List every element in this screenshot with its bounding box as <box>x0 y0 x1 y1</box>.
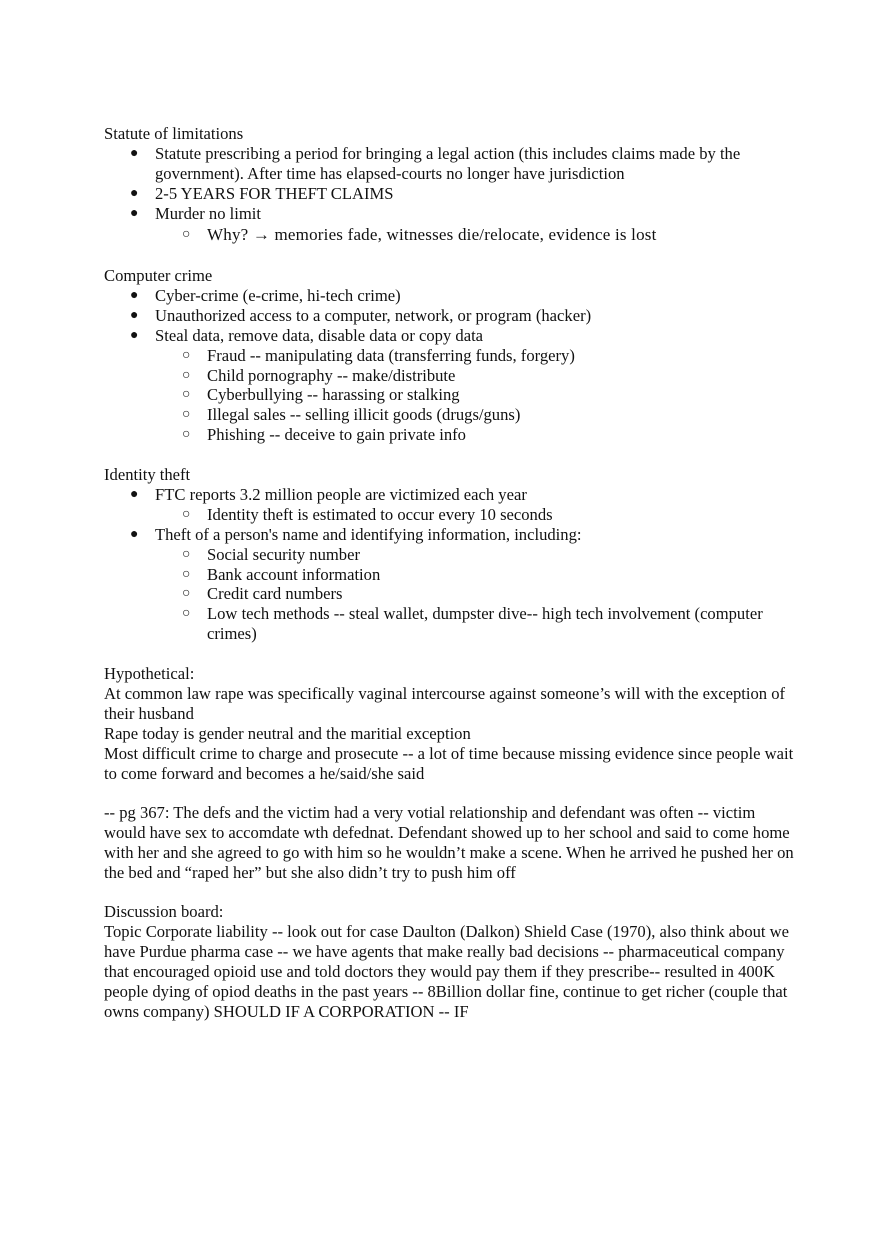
list-item: ● 2-5 YEARS FOR THEFT CLAIMS <box>130 183 394 203</box>
sub-list-item: ○ Child pornography -- make/distribute <box>182 365 456 385</box>
discussion-paragraph: Topic Corporate liability -- look out for case Daulton (Dalkon) Shield Case (1970), also think about we have Purdue pharma case -- we have agents that make really bad decisions -- pharmaceutical company that encouraged opioid use and told doctors they would pay them if they prescribe-- resulted in 400K people dying of opiod deaths in the past years -- 8Billion dollar fine, continue to get richer (couple that owns company) SHOULD IF A CORPORATION -- IF <box>104 921 790 1021</box>
sub-list-item: ○ Fraud -- manipulating data (transferring funds, forgery) <box>182 345 575 365</box>
list-item: ● Cyber-crime (e-crime, hi-tech crime) <box>130 285 401 305</box>
hollow-bullet-icon: ○ <box>182 506 191 522</box>
statute-section <box>104 124 794 244</box>
sub-list-item: ○ Why? → memories fade, witnesses die/relocate, evidence is lost <box>182 224 657 244</box>
bullet-icon: ● <box>130 327 139 343</box>
hypothetical-line: Most difficult crime to charge and prosecute -- a lot of time because missing evidence since people wait to come forward and becomes a he/said/she said <box>104 743 794 783</box>
list-item: ● Statute prescribing a period for bringing a legal action (this includes claims made by the government). After time has elapsed-courts no longer have jurisdiction <box>130 143 741 183</box>
hollow-bullet-icon: ○ <box>182 347 191 363</box>
sub-list-item: ○ Identity theft is estimated to occur every 10 seconds <box>182 504 553 524</box>
identity-theft-heading: Identity theft <box>104 465 191 484</box>
hollow-bullet-icon: ○ <box>182 586 191 602</box>
sub-list-item: ○ Bank account information <box>182 564 381 584</box>
sub-list-item: ○ Social security number <box>182 544 360 564</box>
hollow-bullet-icon: ○ <box>182 226 191 242</box>
sub-list-item: ○ Low tech methods -- steal wallet, dumpster dive-- high tech involvement (computer crimes) <box>182 604 763 644</box>
computer-crime-list <box>104 286 794 445</box>
pg-367-paragraph: -- pg 367: The defs and the victim had a very votial relationship and defendant was often -- victim would have sex to accomdate wth defednat. Defendant showed up to her school and said to come home with her and she agreed to go with him so he wouldn’t make a scene. When he arrived he pushed her on the bed and “raped her” but she also didn’t try to push him off <box>104 803 794 882</box>
statute-list <box>104 144 794 245</box>
identity-theft-list <box>104 485 794 644</box>
computer-crime-section <box>104 266 794 445</box>
list-item: ● FTC reports 3.2 million people are victimized each year <box>130 484 527 504</box>
hollow-bullet-icon: ○ <box>182 566 191 582</box>
discussion-section <box>104 902 794 1021</box>
hollow-bullet-icon: ○ <box>182 606 191 622</box>
bullet-icon: ● <box>130 307 139 323</box>
bullet-icon: ● <box>130 486 139 502</box>
bullet-icon: ● <box>130 205 139 221</box>
list-item: ● Theft of a person's name and identifying information, including: <box>130 524 582 544</box>
list-item: ● Murder no limit <box>130 203 262 223</box>
list-item: ● Steal data, remove data, disable data or copy data <box>130 325 484 345</box>
hollow-bullet-icon: ○ <box>182 367 191 383</box>
list-item: ● Unauthorized access to a computer, network, or program (hacker) <box>130 305 592 325</box>
hollow-bullet-icon: ○ <box>182 407 191 423</box>
sub-list-item: ○ Cyberbullying -- harassing or stalking <box>182 385 460 405</box>
pg-367-note <box>104 803 794 883</box>
sub-list-item: ○ Credit card numbers <box>182 584 343 604</box>
sub-list-item: ○ Illegal sales -- selling illicit goods (drugs/guns) <box>182 405 521 425</box>
sub-list-item: ○ Phishing -- deceive to gain private info <box>182 425 466 445</box>
identity-theft-section <box>104 465 794 644</box>
statute-heading: Statute of limitations <box>104 124 244 143</box>
discussion-heading: Discussion board: <box>104 902 224 921</box>
bullet-icon: ● <box>130 287 139 303</box>
hollow-bullet-icon: ○ <box>182 546 191 562</box>
hypothetical-line: At common law rape was specifically vaginal intercourse against someone’s will with the exception of their husband <box>104 683 786 723</box>
bullet-icon: ● <box>130 526 139 542</box>
bullet-icon: ● <box>130 145 139 161</box>
hollow-bullet-icon: ○ <box>182 387 191 403</box>
hypothetical-section <box>104 664 794 783</box>
hypothetical-heading: Hypothetical: <box>104 664 195 683</box>
hypothetical-line: Rape today is gender neutral and the maritial exception <box>104 723 471 743</box>
computer-crime-heading: Computer crime <box>104 266 213 285</box>
bullet-icon: ● <box>130 185 139 201</box>
hollow-bullet-icon: ○ <box>182 427 191 443</box>
